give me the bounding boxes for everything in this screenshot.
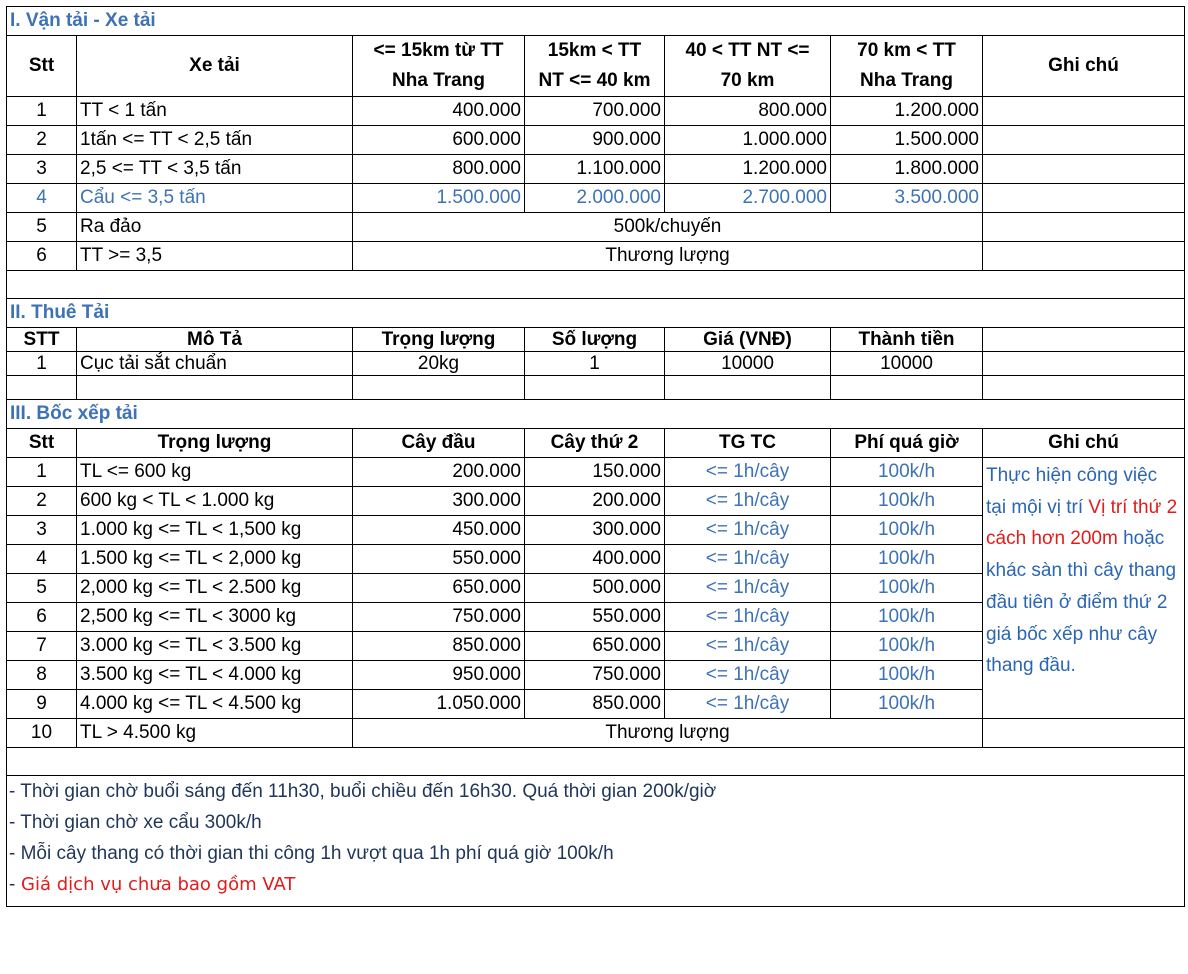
table-row bbox=[7, 352, 1185, 376]
s3-header-second: Cây thứ 2 bbox=[525, 429, 665, 458]
s3-r5-weight: 2,000 kg <= TL < 2.500 kg bbox=[77, 574, 353, 603]
section1-title: I. Vận tải - Xe tải bbox=[7, 7, 1185, 36]
s2-empty-cell bbox=[7, 376, 77, 400]
s2-header-price: Giá (VNĐ) bbox=[665, 328, 831, 352]
s2-r1-price: 10000 bbox=[665, 352, 831, 376]
s3-r8-second: 750.000 bbox=[525, 661, 665, 690]
s3-r10-stt: 10 bbox=[7, 719, 77, 748]
s3-r1-overtime: 100k/h bbox=[831, 458, 983, 487]
s1-r4-v3: 2.700.000 bbox=[665, 184, 831, 213]
s3-r2-weight: 600 kg < TL < 1.000 kg bbox=[77, 487, 353, 516]
s1-r2-type: 1tấn <= TT < 2,5 tấn bbox=[77, 126, 353, 155]
table-row bbox=[7, 184, 1185, 213]
s3-r5-second: 500.000 bbox=[525, 574, 665, 603]
s3-header-note: Ghi chú bbox=[983, 429, 1185, 458]
s1-r4-stt: 4 bbox=[7, 184, 77, 213]
s3-r6-second: 550.000 bbox=[525, 603, 665, 632]
s3-r6-weight: 2,500 kg <= TL < 3000 kg bbox=[77, 603, 353, 632]
s1-r5-stt: 5 bbox=[7, 213, 77, 242]
s1-header-col2 bbox=[525, 36, 665, 97]
s2-empty-cell bbox=[353, 376, 525, 400]
s1-r2-v2: 900.000 bbox=[525, 126, 665, 155]
s3-r2-stt: 2 bbox=[7, 487, 77, 516]
s3-r2-second: 200.000 bbox=[525, 487, 665, 516]
s2-header-blank bbox=[983, 328, 1185, 352]
s2-empty-cell bbox=[983, 376, 1185, 400]
s1-r6-stt: 6 bbox=[7, 242, 77, 271]
s3-r9-overtime: 100k/h bbox=[831, 690, 983, 719]
s3-r2-tgtc: <= 1h/cây bbox=[665, 487, 831, 516]
s1-r5-value: 500k/chuyến bbox=[353, 213, 983, 242]
section3-title: III. Bốc xếp tải bbox=[7, 400, 1185, 429]
s1-header-col4 bbox=[831, 36, 983, 97]
s1-r2-stt: 2 bbox=[7, 126, 77, 155]
s1-r4-note bbox=[983, 184, 1185, 213]
s3-r1-tgtc: <= 1h/cây bbox=[665, 458, 831, 487]
s3-r9-weight: 4.000 kg <= TL < 4.500 kg bbox=[77, 690, 353, 719]
s1-header-col3-line1: 40 < TT NT <= bbox=[685, 40, 810, 61]
s1-header-stt: Stt bbox=[7, 36, 77, 97]
s3-r7-second: 650.000 bbox=[525, 632, 665, 661]
s3-r8-weight: 3.500 kg <= TL < 4.000 kg bbox=[77, 661, 353, 690]
s3-r1-first: 200.000 bbox=[353, 458, 525, 487]
s3-r9-stt: 9 bbox=[7, 690, 77, 719]
footer-line1: - Thời gian chờ buổi sáng đến 11h30, buổi chiều đến 16h30. Quá thời gian 200k/giờ bbox=[9, 781, 717, 802]
s3-note-part2: Vị trí thứ 2 cách hơn 200m bbox=[986, 496, 1178, 550]
s3-note-part1: Thực hiện công việc tại mội vị trí bbox=[986, 465, 1158, 518]
s1-r5-type: Ra đảo bbox=[77, 213, 353, 242]
table-row bbox=[7, 97, 1185, 126]
s1-header-type: Xe tải bbox=[77, 36, 353, 97]
s3-r8-first: 950.000 bbox=[353, 661, 525, 690]
s1-r2-v1: 600.000 bbox=[353, 126, 525, 155]
s3-r3-stt: 3 bbox=[7, 516, 77, 545]
s3-r4-stt: 4 bbox=[7, 545, 77, 574]
s1-r1-type: TT < 1 tấn bbox=[77, 97, 353, 126]
s1-header-col2-line2: NT <= 40 km bbox=[538, 70, 651, 91]
s3-r3-overtime: 100k/h bbox=[831, 516, 983, 545]
s1-r2-v4: 1.500.000 bbox=[831, 126, 983, 155]
s3-r7-stt: 7 bbox=[7, 632, 77, 661]
table-row bbox=[7, 719, 1185, 748]
s1-header-note: Ghi chú bbox=[983, 36, 1185, 97]
s1-header-col1-line2: Nha Trang bbox=[392, 70, 485, 91]
s1-r3-stt: 3 bbox=[7, 155, 77, 184]
s2-empty-cell bbox=[77, 376, 353, 400]
spacer-row bbox=[7, 748, 1185, 776]
footer-line4-text: Giá dịch vụ chưa bao gồm VAT bbox=[15, 874, 296, 895]
s3-r10-note bbox=[983, 719, 1185, 748]
s1-r1-v2: 700.000 bbox=[525, 97, 665, 126]
s3-r1-stt: 1 bbox=[7, 458, 77, 487]
s3-r1-weight: TL <= 600 kg bbox=[77, 458, 353, 487]
s2-header-total: Thành tiền bbox=[831, 328, 983, 352]
s2-r1-blank bbox=[983, 352, 1185, 376]
s3-r9-first: 1.050.000 bbox=[353, 690, 525, 719]
s1-r6-note bbox=[983, 242, 1185, 271]
s3-r7-weight: 3.000 kg <= TL < 3.500 kg bbox=[77, 632, 353, 661]
s3-r8-overtime: 100k/h bbox=[831, 661, 983, 690]
s3-note bbox=[983, 458, 1185, 719]
table-row bbox=[7, 213, 1185, 242]
s2-empty-cell bbox=[831, 376, 983, 400]
s3-r6-tgtc: <= 1h/cây bbox=[665, 603, 831, 632]
s3-r6-first: 750.000 bbox=[353, 603, 525, 632]
s1-header-col3-line2: 70 km bbox=[720, 70, 775, 91]
s1-r3-note bbox=[983, 155, 1185, 184]
s1-r3-v3: 1.200.000 bbox=[665, 155, 831, 184]
s1-r4-v2: 2.000.000 bbox=[525, 184, 665, 213]
s3-r7-tgtc: <= 1h/cây bbox=[665, 632, 831, 661]
s2-r1-total: 10000 bbox=[831, 352, 983, 376]
s3-r4-weight: 1.500 kg <= TL < 2,000 kg bbox=[77, 545, 353, 574]
s1-r1-stt: 1 bbox=[7, 97, 77, 126]
table-row bbox=[7, 155, 1185, 184]
s1-r6-type: TT >= 3,5 bbox=[77, 242, 353, 271]
s1-r2-v3: 1.000.000 bbox=[665, 126, 831, 155]
s3-r4-first: 550.000 bbox=[353, 545, 525, 574]
s2-r1-desc: Cục tải sắt chuẩn bbox=[77, 352, 353, 376]
s1-r5-note bbox=[983, 213, 1185, 242]
s1-header-col4-line1: 70 km < TT bbox=[857, 40, 956, 61]
s3-header-weight: Trọng lượng bbox=[77, 429, 353, 458]
s3-r9-tgtc: <= 1h/cây bbox=[665, 690, 831, 719]
s1-r2-note bbox=[983, 126, 1185, 155]
table-row bbox=[7, 242, 1185, 271]
spacer-row bbox=[7, 271, 1185, 299]
s3-header-tgtc: TG TC bbox=[665, 429, 831, 458]
s3-note-part3: hoặc khác sàn thì cây thang đầu tiên ở điểm thứ 2 giá bốc xếp như cây thang đầu. bbox=[986, 528, 1177, 677]
s3-r8-stt: 8 bbox=[7, 661, 77, 690]
s1-header-col4-line2: Nha Trang bbox=[860, 70, 953, 91]
s2-r1-weight: 20kg bbox=[353, 352, 525, 376]
s2-header-stt: STT bbox=[7, 328, 77, 352]
s2-r1-qty: 1 bbox=[525, 352, 665, 376]
s1-r4-v4: 3.500.000 bbox=[831, 184, 983, 213]
price-sheet bbox=[6, 6, 1185, 907]
s1-header-col3 bbox=[665, 36, 831, 97]
s3-r5-first: 650.000 bbox=[353, 574, 525, 603]
table-row bbox=[7, 126, 1185, 155]
s2-empty-cell bbox=[525, 376, 665, 400]
s3-r1-second: 150.000 bbox=[525, 458, 665, 487]
s1-r1-v3: 800.000 bbox=[665, 97, 831, 126]
s3-r5-stt: 5 bbox=[7, 574, 77, 603]
s3-r7-overtime: 100k/h bbox=[831, 632, 983, 661]
section2-title: II. Thuê Tải bbox=[7, 299, 1185, 328]
footer-notes bbox=[7, 776, 1185, 907]
s1-header-col1 bbox=[353, 36, 525, 97]
s1-r6-value: Thương lượng bbox=[353, 242, 983, 271]
s3-header-overtime: Phí quá giờ bbox=[831, 429, 983, 458]
s3-r6-overtime: 100k/h bbox=[831, 603, 983, 632]
s3-r7-first: 850.000 bbox=[353, 632, 525, 661]
s3-r3-second: 300.000 bbox=[525, 516, 665, 545]
s3-r2-first: 300.000 bbox=[353, 487, 525, 516]
s1-r1-v1: 400.000 bbox=[353, 97, 525, 126]
s1-r3-type: 2,5 <= TT < 3,5 tấn bbox=[77, 155, 353, 184]
s2-header-qty: Số lượng bbox=[525, 328, 665, 352]
s2-header-desc: Mô Tả bbox=[77, 328, 353, 352]
footer-line2: - Thời gian chờ xe cẩu 300k/h bbox=[9, 812, 262, 833]
s1-r4-v1: 1.500.000 bbox=[353, 184, 525, 213]
footer-line4 bbox=[9, 869, 1182, 900]
s1-r3-v2: 1.100.000 bbox=[525, 155, 665, 184]
s3-r4-tgtc: <= 1h/cây bbox=[665, 545, 831, 574]
footer-line3: - Mỗi cây thang có thời gian thi công 1h vượt qua 1h phí quá giờ 100k/h bbox=[9, 843, 614, 864]
s2-empty-cell bbox=[665, 376, 831, 400]
table-row bbox=[7, 458, 1185, 487]
s3-header-first: Cây đầu bbox=[353, 429, 525, 458]
s3-header-stt: Stt bbox=[7, 429, 77, 458]
s3-r3-tgtc: <= 1h/cây bbox=[665, 516, 831, 545]
s3-r6-stt: 6 bbox=[7, 603, 77, 632]
s1-r1-v4: 1.200.000 bbox=[831, 97, 983, 126]
s1-r3-v4: 1.800.000 bbox=[831, 155, 983, 184]
s3-r8-tgtc: <= 1h/cây bbox=[665, 661, 831, 690]
s2-header-weight: Trọng lượng bbox=[353, 328, 525, 352]
s1-r3-v1: 800.000 bbox=[353, 155, 525, 184]
s3-r3-weight: 1.000 kg <= TL < 1,500 kg bbox=[77, 516, 353, 545]
s1-header-col2-line1: 15km < TT bbox=[547, 40, 642, 61]
s1-r1-note bbox=[983, 97, 1185, 126]
s3-r10-weight: TL > 4.500 kg bbox=[77, 719, 353, 748]
s3-r5-overtime: 100k/h bbox=[831, 574, 983, 603]
s3-r3-first: 450.000 bbox=[353, 516, 525, 545]
s3-r4-second: 400.000 bbox=[525, 545, 665, 574]
s3-r2-overtime: 100k/h bbox=[831, 487, 983, 516]
s2-r1-stt: 1 bbox=[7, 352, 77, 376]
s1-r4-type: Cẩu <= 3,5 tấn bbox=[77, 184, 353, 213]
s3-r4-overtime: 100k/h bbox=[831, 545, 983, 574]
s1-header-col1-line1: <= 15km từ TT bbox=[373, 40, 504, 61]
s3-r10-value: Thương lượng bbox=[353, 719, 983, 748]
s3-r5-tgtc: <= 1h/cây bbox=[665, 574, 831, 603]
footer-line4-dash: - bbox=[9, 874, 16, 895]
s3-r9-second: 850.000 bbox=[525, 690, 665, 719]
